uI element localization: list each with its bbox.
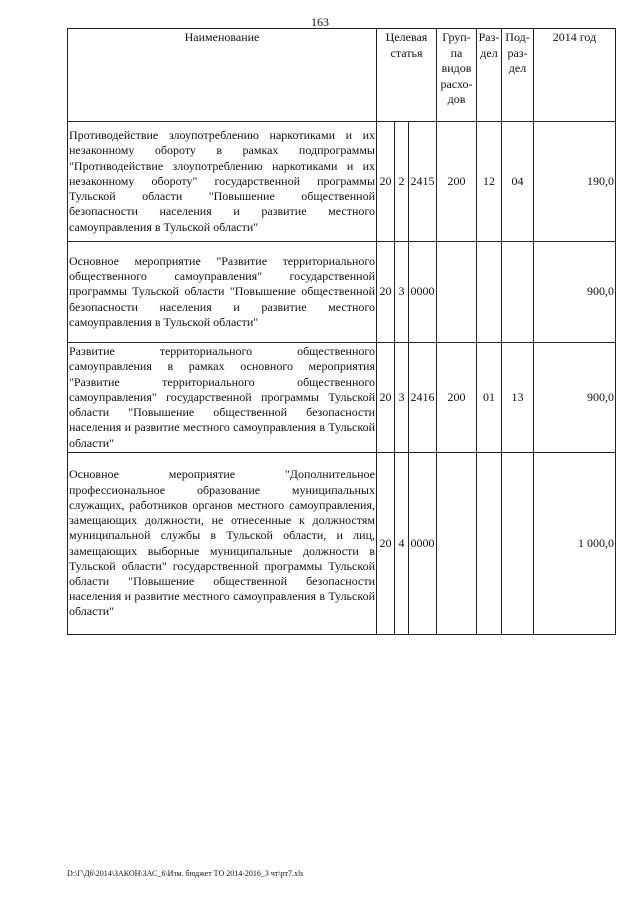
- header-expense-group: Груп-па видов расхо-дов: [437, 29, 477, 122]
- row-amount: 190,0: [534, 122, 616, 242]
- row-code-direction: 2415: [409, 122, 437, 242]
- row-code-program: 20: [377, 242, 395, 343]
- row-expense-group: [437, 453, 477, 635]
- table-row: [68, 122, 616, 242]
- row-section: [477, 453, 502, 635]
- table-header-row: [68, 29, 616, 122]
- row-subsection: [502, 242, 534, 343]
- row-code-direction: 2416: [409, 343, 437, 453]
- header-year-2014: 2014 год: [534, 29, 616, 122]
- file-path-footer: D:\Г\Д6\2014\ЗАКОН\ЗАС_6\Изм. бюджет ТО 2014-2016_3 чт\рт7.xls: [67, 869, 304, 878]
- page-number: 163: [311, 15, 329, 29]
- row-code-program: 20: [377, 343, 395, 453]
- row-section: 01: [477, 343, 502, 453]
- header-section: Раз-дел: [477, 29, 502, 122]
- row-code-program: 20: [377, 453, 395, 635]
- row-amount: 900,0: [534, 343, 616, 453]
- row-section: 12: [477, 122, 502, 242]
- table-row: [68, 453, 616, 635]
- row-name: Основное мероприятие "Развитие территориального общественного самоуправления" государственной программы Тульской области "Повышение общественной безопасности населения и развитие местного самоуправления в Тульской области": [68, 242, 377, 343]
- row-amount: 1 000,0: [534, 453, 616, 635]
- header-target-article: Целевая статья: [377, 29, 437, 122]
- row-code-program: 20: [377, 122, 395, 242]
- row-name: Развитие территориального общественного самоуправления в рамках основного мероприятия "Развитие территориального общественного самоуправления" государственной программы Тульской области "Повышение общественной безопасности населения и развитие местного самоуправления в Тульской области": [68, 343, 377, 453]
- row-code-subprogram: 3: [395, 242, 409, 343]
- row-section: [477, 242, 502, 343]
- row-expense-group: [437, 242, 477, 343]
- row-amount: 900,0: [534, 242, 616, 343]
- header-subsection: Под-раз-дел: [502, 29, 534, 122]
- row-code-subprogram: 4: [395, 453, 409, 635]
- row-subsection: [502, 453, 534, 635]
- row-code-subprogram: 3: [395, 343, 409, 453]
- row-subsection: 04: [502, 122, 534, 242]
- row-name: Противодействие злоупотреблению наркотиками и их незаконному обороту в рамках подпрограммы "Противодействие злоупотреблению наркотиками и их незаконному обороту" государственной программы Тульской области "Повышение общественной безопасности населения и развитие местного самоуправления в Тульской области": [68, 122, 377, 242]
- budget-table: [67, 28, 616, 635]
- row-code-direction: 0000: [409, 242, 437, 343]
- row-expense-group: 200: [437, 122, 477, 242]
- row-code-subprogram: 2: [395, 122, 409, 242]
- row-name: Основное мероприятие "Дополнительное профессиональное образование муниципальных служащих, работников органов местного самоуправления, замещающих должности, не отнесенные к должностям муниципальной службы в Тульской области, и лиц, замещающих выборные муниципальные должности в Тульской области" государственной программы Тульской области "Повышение общественной безопасности населения и развитие местного самоуправления в Тульской области": [68, 453, 377, 635]
- table-row: [68, 343, 616, 453]
- row-expense-group: 200: [437, 343, 477, 453]
- row-code-direction: 0000: [409, 453, 437, 635]
- table-row: [68, 242, 616, 343]
- header-name: Наименование: [68, 29, 377, 122]
- row-subsection: 13: [502, 343, 534, 453]
